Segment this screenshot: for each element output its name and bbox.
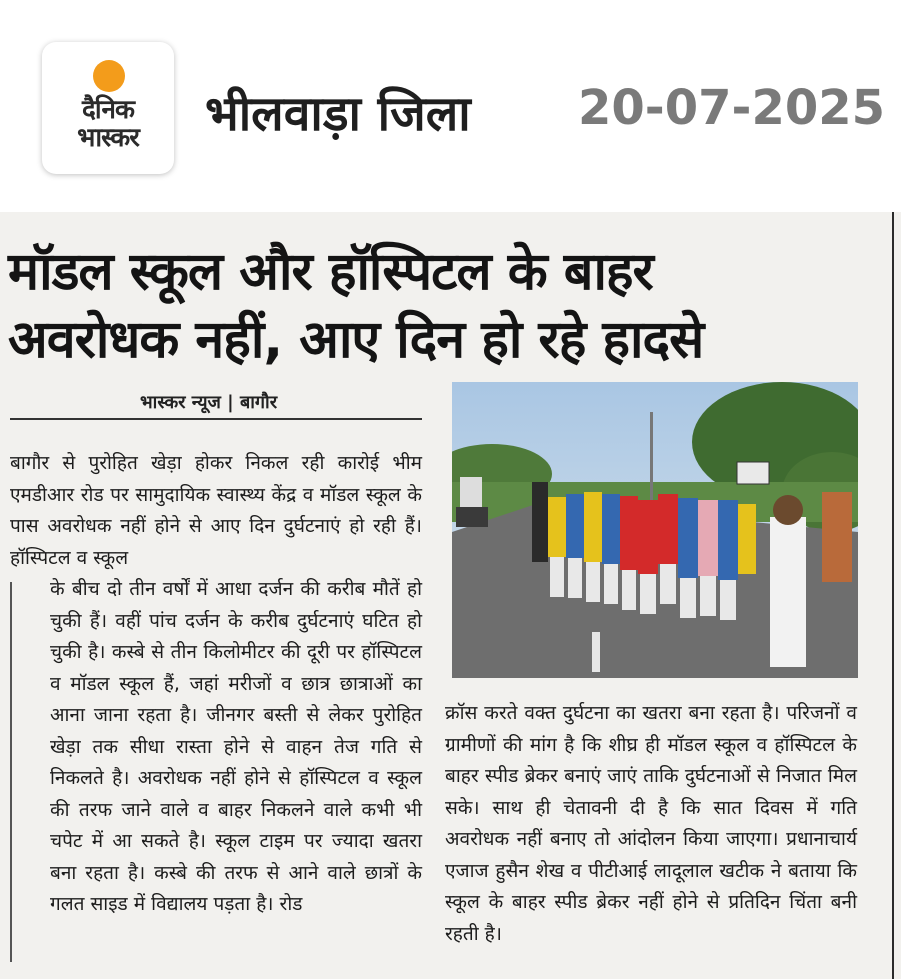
headline-line-2: अवरोधक नहीं, आए दिन हो रहे हादसे: [8, 310, 704, 370]
news-clipping: [0, 212, 901, 979]
sun-icon: [93, 60, 125, 92]
article-paragraph-1: बागौर से पुरोहित खेड़ा होकर निकल रही कारोई भीम एमडीआर रोड पर सामुदायिक स्वास्थ्य केंद्र व मॉडल स्कूल के पास अवरोधक नहीं होने से आए दिन दुर्घटनाएं हो रही हैं। हॉस्पिटल व स्कूल: [10, 452, 422, 569]
students-on-road-image: [452, 382, 858, 678]
logo-line-2: भास्कर: [77, 123, 139, 153]
edition-date: 20-07-2025: [578, 80, 886, 136]
byline-divider: [10, 418, 422, 420]
headline: [8, 238, 888, 374]
byline: भास्कर न्यूज | बागौर: [140, 392, 278, 413]
headline-line-1: मॉडल स्कूल और हॉस्पिटल के बाहर: [8, 242, 653, 302]
column-divider: [892, 212, 894, 979]
page-header: [0, 0, 901, 200]
news-photo: [452, 382, 858, 678]
adjacent-column-edge: [0, 582, 12, 962]
logo-line-1: दैनिक: [82, 95, 134, 125]
district-title: भीलवाड़ा जिला: [205, 86, 471, 142]
article-paragraph-1-continued: के बीच दो तीन वर्षों में आधा दर्जन की करीब मौतें हो चुकी हैं। वहीं पांच दर्जन के करीब दुर्घटनाएं घटित हो चुकी है। कस्बे से तीन किलोमीटर की दूरी पर हॉस्पिटल व मॉडल स्कूल हैं, जहां मरीजों व छात्र छात्राओं का आना जाना रहता है। जीनगर बस्ती से लेकर पुरोहित खेड़ा तक सीधा रास्ता होने से वाहन तेज गति से निकलते है। अवरोधक नहीं होने से हॉस्पिटल व स्कूल की तरफ जाने वाले व बाहर निकलने वाले कभी भी चपेट में आ सकते है। स्कूल टाइम पर ज्यादा खतरा बना रहता है। कस्बे की तरफ से आने वाले छात्रों के गलत साइड में विद्यालय पड़ता है। रोड: [50, 578, 422, 915]
dainik-bhaskar-logo: [42, 42, 174, 174]
article-paragraph-2: क्रॉस करते वक्त दुर्घटना का खतरा बना रहता है। परिजनों व ग्रामीणों की मांग है कि शीघ्र ही मॉडल स्कूल व हॉस्पिटल के बाहर स्पीड ब्रेकर बनाएं जाएं ताकि दुर्घटनाओं से निजात मिल सके। साथ ही चेतावनी दी है कि सात दिवस में गति अवरोधक नहीं बनाए तो आंदोलन किया जाएगा। प्रधानाचार्य एजाज हुसैन शेख व पीटीआई लादूलाल खटीक ने बताया कि स्कूल के बाहर स्पीड ब्रेकर नहीं होने से प्रतिदिन चिंता बनी रहती है।: [445, 702, 857, 945]
